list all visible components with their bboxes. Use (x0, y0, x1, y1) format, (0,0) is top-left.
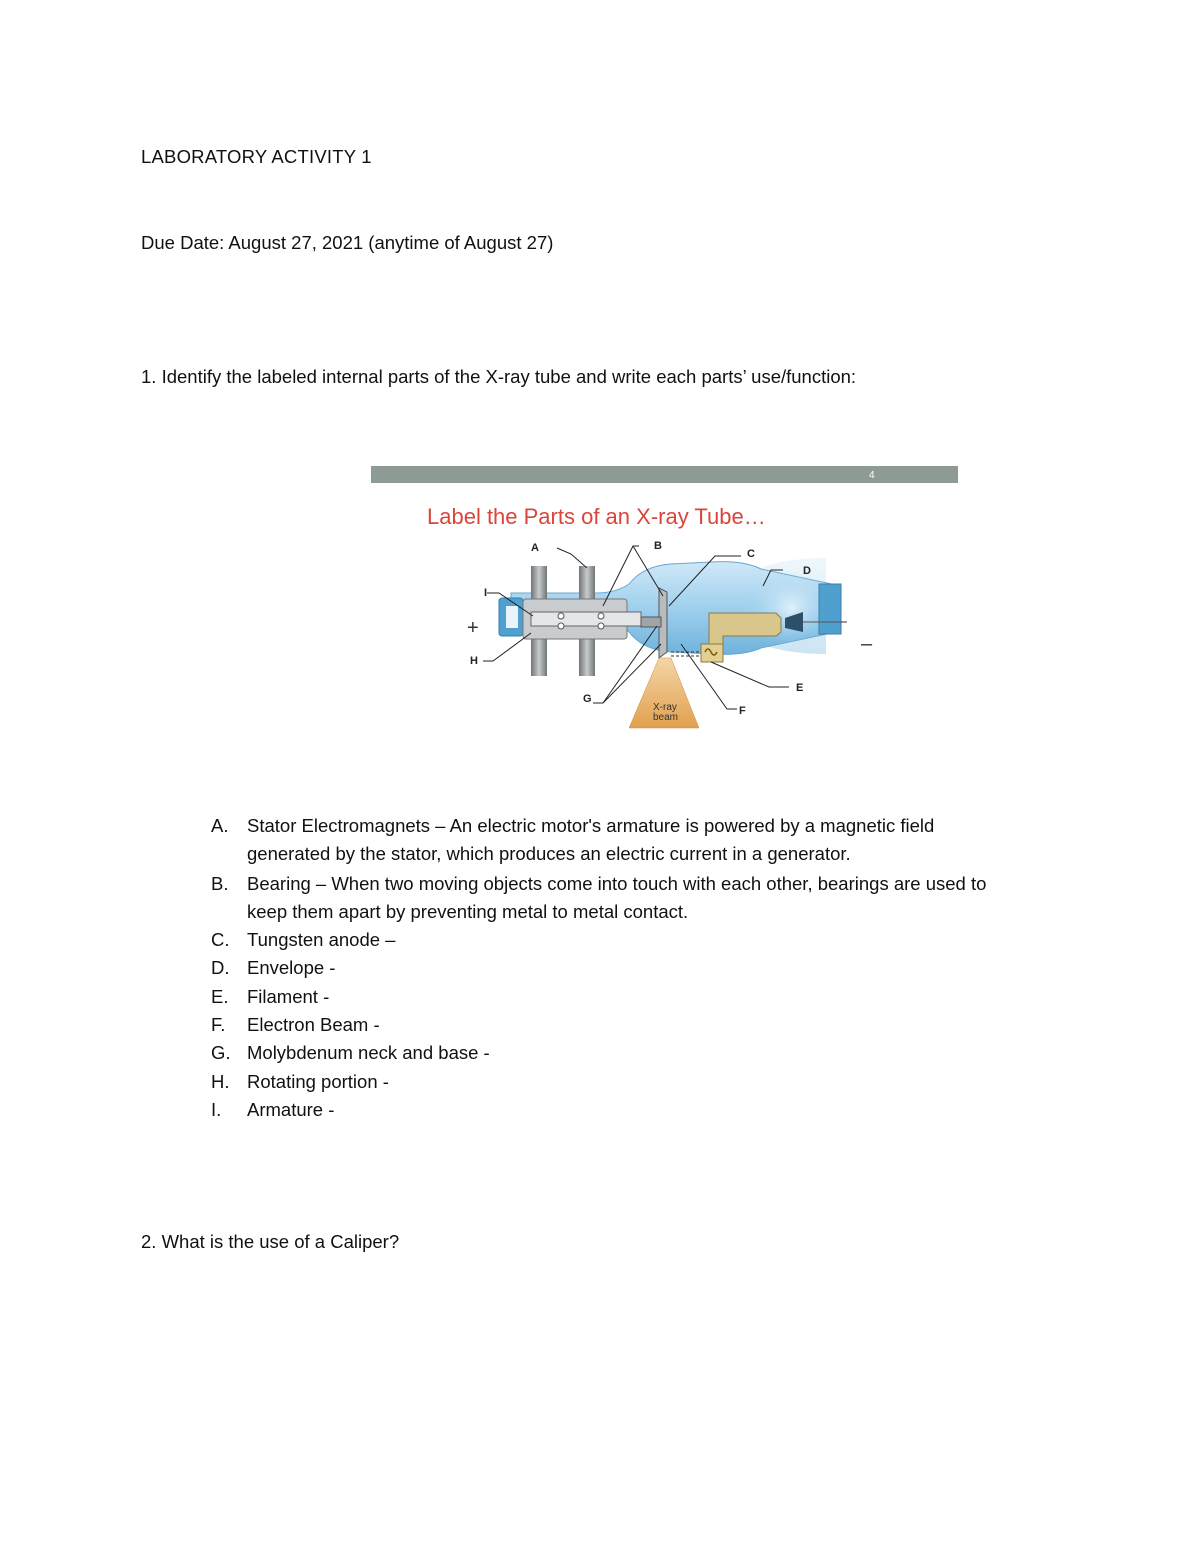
beam-label-line2: beam (653, 712, 679, 723)
list-item-text: Molybdenum neck and base - (247, 1042, 490, 1063)
beam-label-line1: X-ray (653, 702, 677, 713)
page-title: LABORATORY ACTIVITY 1 (141, 146, 372, 167)
list-item-letter: C. (211, 929, 230, 950)
list-item-text: Filament - (247, 986, 330, 1007)
figure-corner-mark: 4 (869, 470, 875, 481)
list-item-letter: H. (211, 1071, 230, 1092)
xray-tube-diagram (371, 466, 958, 736)
cathode-end-cap (819, 584, 841, 634)
list-item-text: Armature - (247, 1099, 335, 1120)
list-item-text: Tungsten anode – (247, 929, 396, 950)
anode-end-inner (506, 606, 518, 628)
list-item-text: Envelope - (247, 957, 336, 978)
due-date: Due Date: August 27, 2021 (anytime of August 27) (141, 232, 554, 253)
question-1: 1. Identify the labeled internal parts of the X-ray tube and write each parts’ use/function: (141, 366, 857, 387)
label-a: A (531, 542, 539, 554)
list-item-letter: A. (211, 815, 229, 836)
bearing-ball-2 (598, 613, 604, 619)
anode-stem (641, 617, 661, 627)
anode-plus-sign: + (467, 617, 479, 639)
figure-title: Label the Parts of an X-ray Tube… (427, 504, 766, 529)
cathode-minus-sign: – (861, 633, 873, 655)
list-item-letter: F. (211, 1014, 226, 1035)
label-f: F (739, 705, 746, 717)
stator-coil-top-right (579, 566, 595, 600)
bearing-ball-4 (598, 623, 604, 629)
list-item-text-continued: keep them apart by preventing metal to metal contact. (247, 901, 689, 922)
label-g: G (583, 693, 592, 705)
list-item-letter: I. (211, 1099, 222, 1120)
label-b: B (654, 540, 662, 552)
stator-coil-top-left (531, 566, 547, 600)
question-2: 2. What is the use of a Caliper? (141, 1231, 400, 1252)
label-i: I (484, 587, 488, 599)
label-c: C (747, 548, 755, 560)
label-e: E (796, 682, 804, 694)
list-item-text: Rotating portion - (247, 1071, 389, 1092)
stator-coil-bottom-right (579, 638, 595, 676)
label-d: D (803, 565, 811, 577)
bearing-ball-1 (558, 613, 564, 619)
label-h: H (470, 655, 478, 667)
leader-e (711, 662, 789, 687)
list-item-letter: G. (211, 1042, 231, 1063)
list-item-text: Bearing – When two moving objects come into touch with each other, bearings are used to (247, 873, 987, 894)
list-item-text-continued: generated by the stator, which produces an electric current in a generator. (247, 843, 851, 864)
rotor-shaft (531, 612, 641, 626)
bearing-ball-3 (558, 623, 564, 629)
list-item-letter: D. (211, 957, 230, 978)
list-item-letter: B. (211, 873, 229, 894)
leader-a (557, 548, 587, 568)
list-item-letter: E. (211, 986, 229, 1007)
list-item-text: Electron Beam - (247, 1014, 380, 1035)
list-item-text: Stator Electromagnets – An electric motor's armature is powered by a magnetic field (247, 815, 935, 836)
stator-coil-bottom-left (531, 638, 547, 676)
